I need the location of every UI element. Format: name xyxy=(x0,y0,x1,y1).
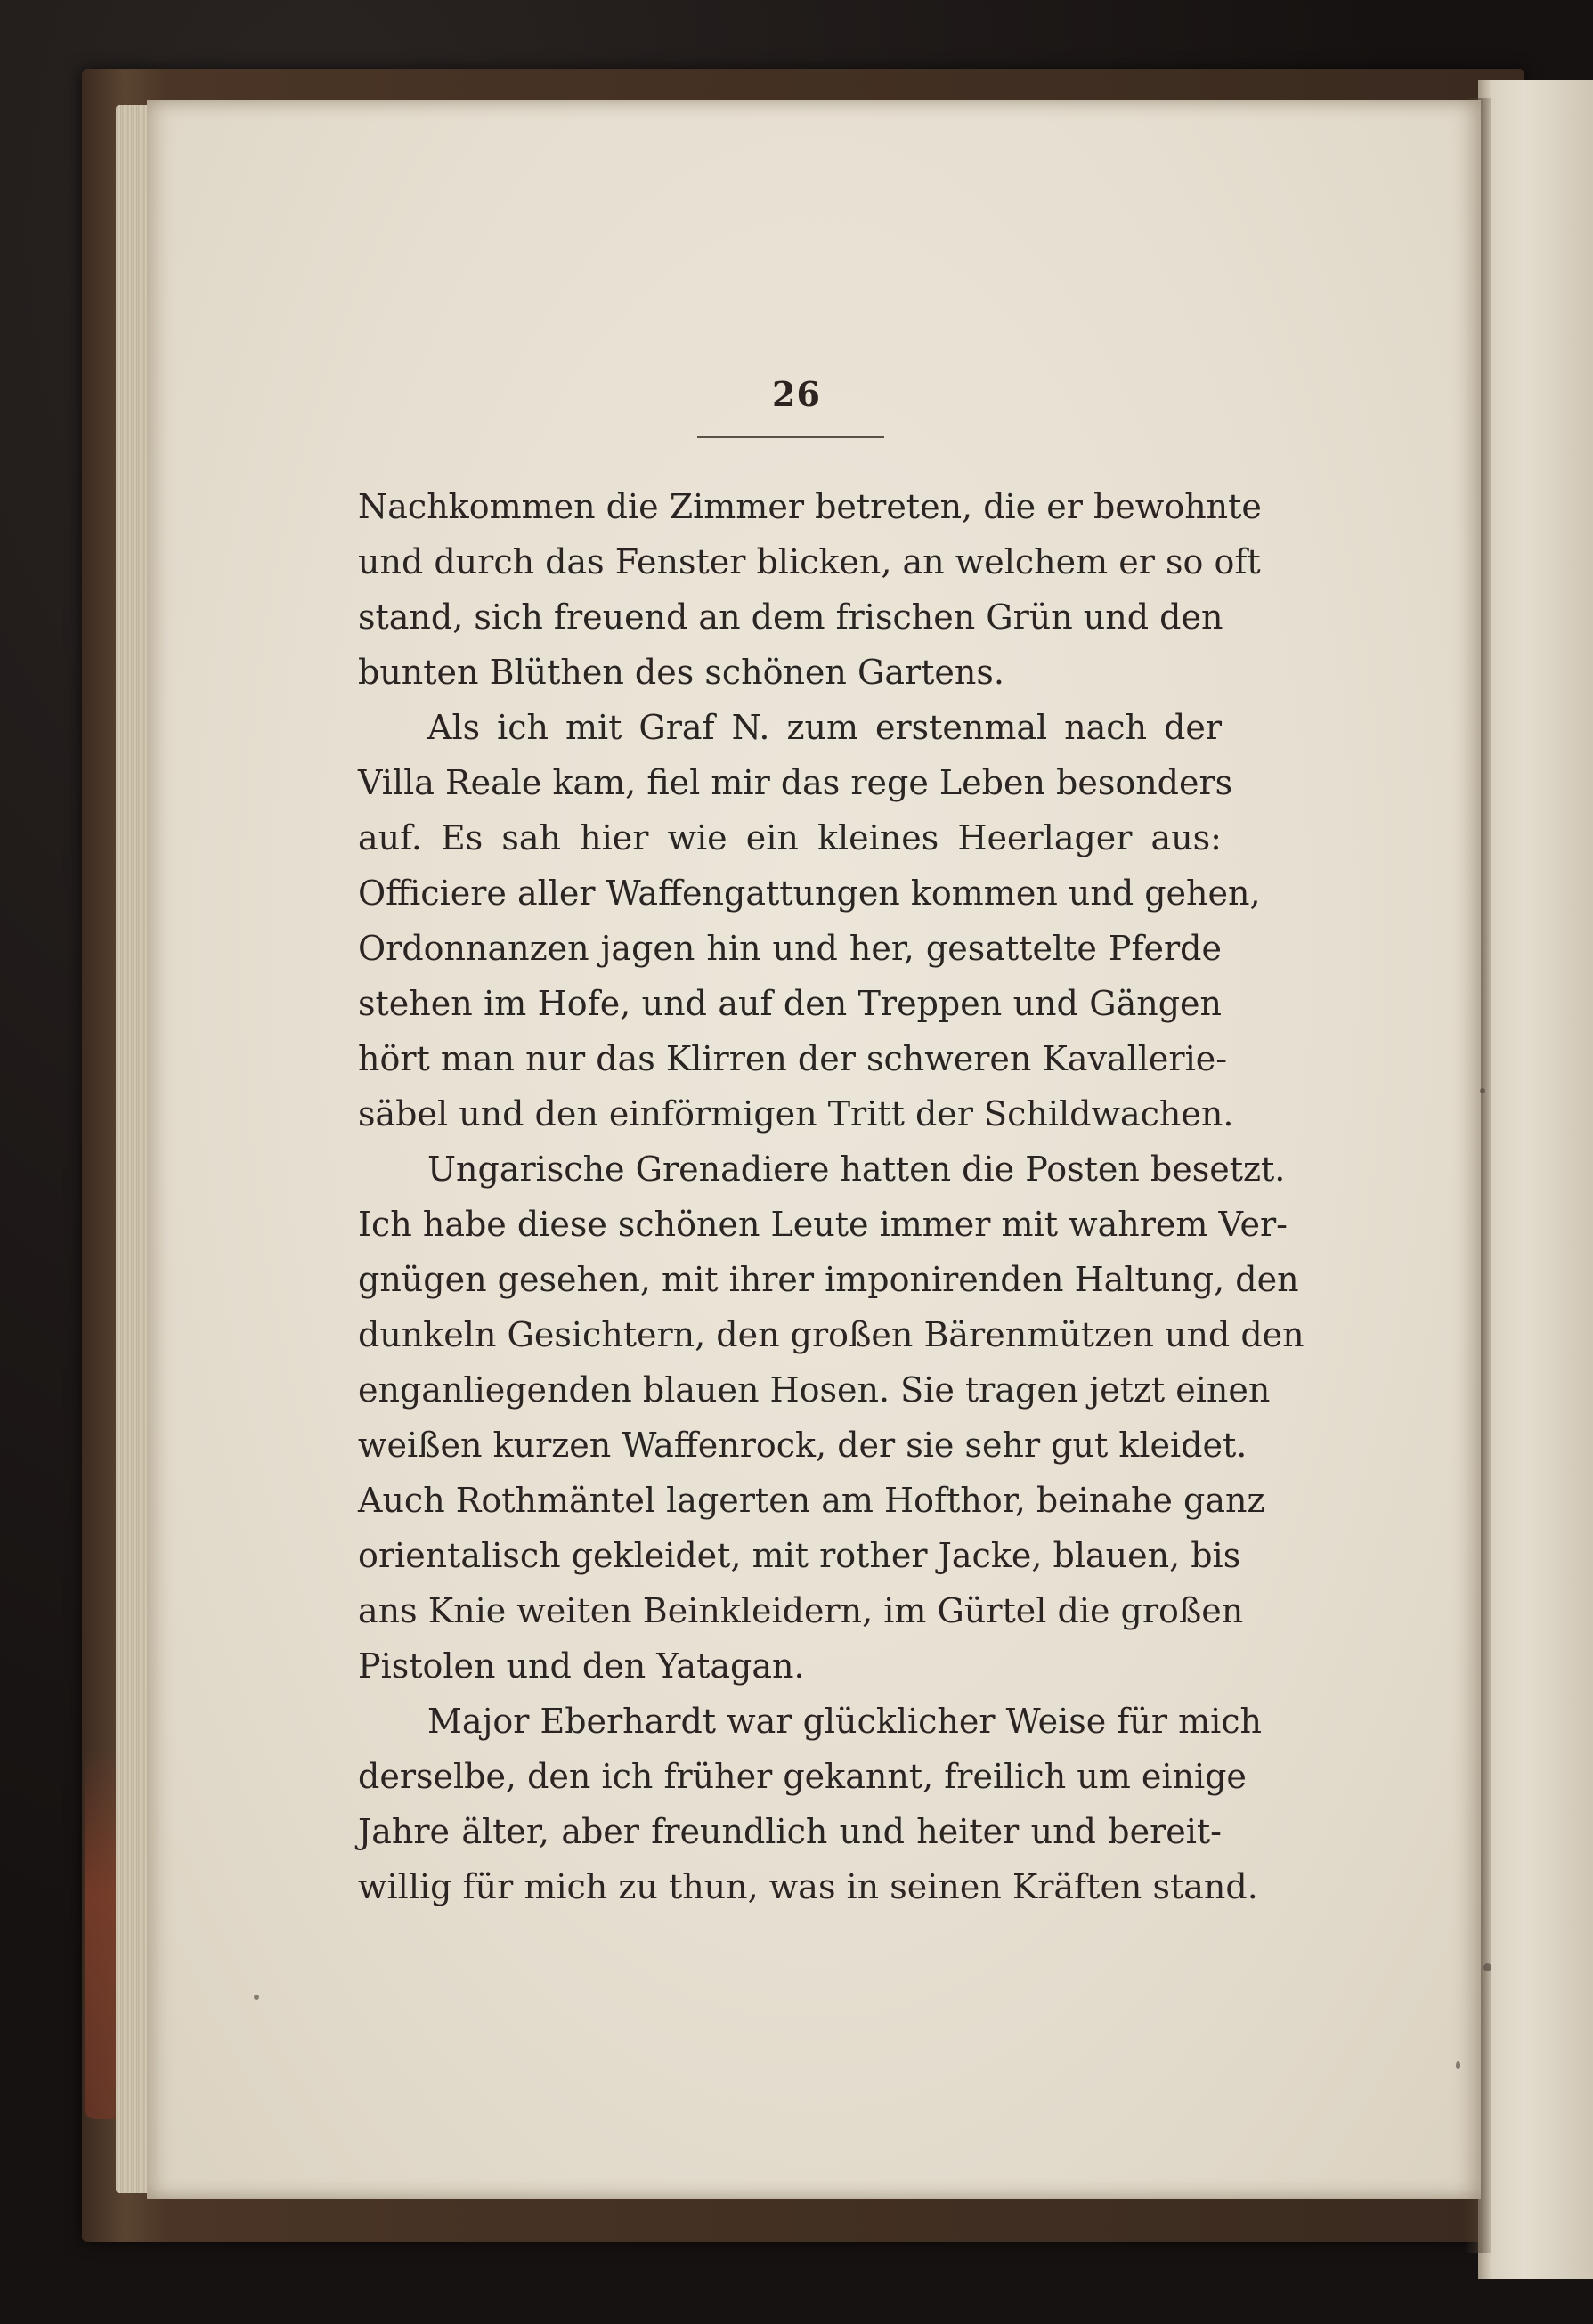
text-line: orientalisch gekleidet, mit rother Jacke, blauen, bis xyxy=(358,1536,1241,1575)
text-line: und durch das Fenster blicken, an welchem er so oft xyxy=(358,542,1261,581)
page-number-rule xyxy=(697,436,884,438)
text-line: ans Knie weiten Beinkleidern, im Gürtel die großen xyxy=(358,1591,1244,1630)
text-line: bunten Blüthen des schönen Gartens. xyxy=(358,653,1004,692)
text-line: Jahre älter, aber freundlich und heiter und bereit- xyxy=(358,1812,1222,1851)
page-speck xyxy=(1480,1088,1485,1093)
text-line: gnügen gesehen, mit ihrer imponirenden Haltung, den xyxy=(358,1260,1299,1299)
text-line: auf. Es sah hier wie ein kleines Heerlager aus: xyxy=(358,818,1222,857)
text-line: weißen kurzen Waffenrock, der sie sehr gut kleidet. xyxy=(358,1426,1248,1465)
paragraph xyxy=(358,1142,1304,1694)
text-line: Major Eberhardt war glücklicher Weise für mich xyxy=(427,1702,1263,1741)
page-number: 26 xyxy=(772,374,821,414)
text-line: Officiere aller Waffengattungen kommen und gehen, xyxy=(358,874,1261,913)
text-line: Ungarische Grenadiere hatten die Posten besetzt. xyxy=(427,1150,1286,1189)
text-line: Pistolen und den Yatagan. xyxy=(358,1646,805,1686)
text-line: Als ich mit Graf N. zum erstenmal nach der xyxy=(427,708,1222,747)
text-line: säbel und den einförmigen Tritt der Schildwachen. xyxy=(358,1094,1234,1134)
text-line: stehen im Hofe, und auf den Treppen und Gängen xyxy=(358,984,1222,1023)
page-speck xyxy=(1483,1963,1491,1971)
paragraph xyxy=(358,1694,1263,1914)
page-edges xyxy=(116,105,151,2193)
text-line: Auch Rothmäntel lagerten am Hofthor, beinahe ganz xyxy=(358,1481,1265,1520)
paragraph xyxy=(358,479,1262,700)
text-line: Ordonnanzen jagen hin und her, gesattelte Pferde xyxy=(358,929,1222,968)
text-line: derselbe, den ich früher gekannt, freilich um einige xyxy=(358,1757,1247,1796)
text-line: Ich habe diese schönen Leute immer mit wahrem Ver- xyxy=(358,1205,1288,1244)
text-line: hört man nur das Klirren der schweren Kavallerie- xyxy=(358,1039,1228,1078)
text-line: enganliegenden blauen Hosen. Sie tragen jetzt einen xyxy=(358,1370,1271,1410)
paragraph xyxy=(358,700,1261,1142)
page-speck xyxy=(254,1995,259,2000)
text-line: dunkeln Gesichtern, den großen Bärenmützen und den xyxy=(358,1315,1304,1354)
text-line: stand, sich freuend an dem frischen Grün und den xyxy=(358,597,1223,637)
page-speck xyxy=(1456,2061,1460,2069)
text-line: Nachkommen die Zimmer betreten, die er bewohnte xyxy=(358,487,1262,526)
text-line: Villa Reale kam, fiel mir das rege Leben besonders xyxy=(358,763,1233,802)
page-text xyxy=(358,479,1304,1914)
text-line: willig für mich zu thun, was in seinen Kräften stand. xyxy=(358,1867,1258,1906)
